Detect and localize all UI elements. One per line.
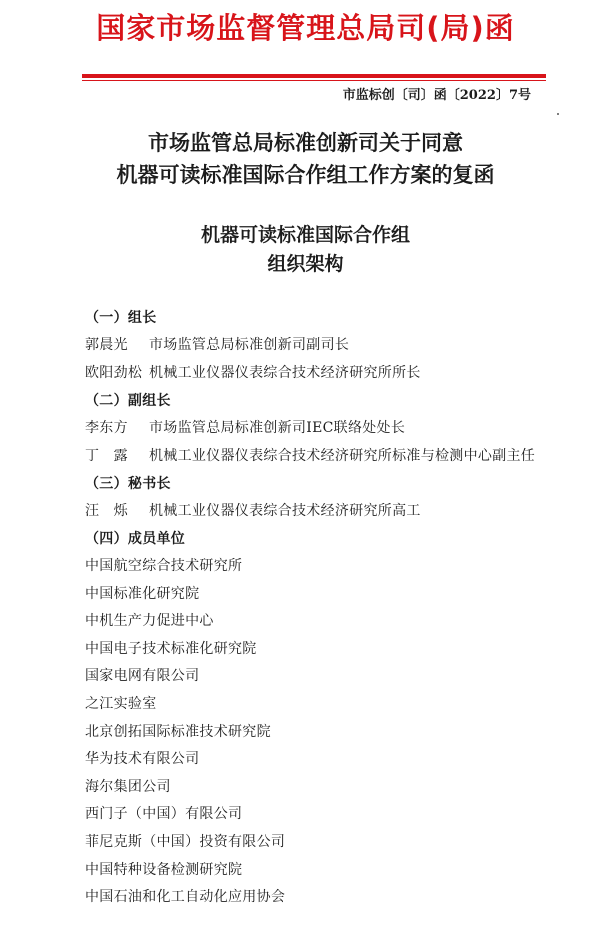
member-unit: 国家电网有限公司 (85, 668, 200, 685)
member-row (85, 446, 535, 466)
section-label: （三）秘书长 (85, 476, 171, 492)
document-title-line-2: 机器可读标准国际合作组工作方案的复函 (116, 163, 495, 187)
member-title: 市场监管总局标准创新司IEC联络处处长 (149, 420, 406, 436)
member-unit: 华为技术有限公司 (85, 751, 200, 768)
letterhead-rule-thin (82, 80, 546, 81)
section-label: （一）组长 (85, 310, 157, 326)
letterhead-rule-thick (82, 74, 546, 78)
document-number: 市监标创〔司〕函〔2022〕7号 (342, 88, 531, 103)
member-row (85, 501, 421, 521)
scan-speck (557, 113, 559, 115)
structure-heading-line-2: 组织架构 (267, 253, 344, 275)
member-unit: 中国石油和化工自动化应用协会 (85, 889, 286, 906)
member-row (85, 335, 349, 355)
member-unit: 中国标准化研究院 (85, 585, 200, 602)
member-name: 欧阳劲松 (85, 365, 143, 381)
member-unit: 中国特种设备检测研究院 (85, 861, 243, 878)
member-unit: 西门子（中国）有限公司 (85, 806, 243, 823)
member-title: 市场监管总局标准创新司副司长 (149, 337, 350, 353)
member-name: 汪 烁 (85, 503, 128, 519)
member-name: 丁 露 (85, 448, 128, 464)
member-unit: 中国航空综合技术研究所 (85, 558, 243, 574)
member-unit: 海尔集团公司 (85, 778, 171, 795)
member-unit: 北京创拓国际标准技术研究院 (85, 723, 271, 740)
member-unit: 之江实验室 (85, 696, 157, 712)
document-title-line-1: 市场监管总局标准创新司关于同意 (148, 131, 463, 155)
member-unit: 菲尼克斯（中国）投资有限公司 (85, 834, 286, 850)
letterhead-org-title: 国家市场监督管理总局司(局)函 (96, 11, 515, 45)
member-title: 机械工业仪器仪表综合技术经济研究所标准与检测中心副主任 (149, 448, 536, 464)
section-label: （四）成员单位 (85, 531, 186, 547)
structure-heading-line-1: 机器可读标准国际合作组 (200, 224, 410, 246)
member-name: 郭晨光 (85, 337, 128, 353)
section-label: （二）副组长 (85, 393, 171, 409)
member-row (85, 363, 421, 383)
member-unit: 中机生产力促进中心 (85, 613, 214, 630)
member-title: 机械工业仪器仪表综合技术经济研究所高工 (149, 503, 421, 519)
member-row (85, 418, 405, 438)
member-unit: 中国电子技术标准化研究院 (85, 640, 257, 657)
member-title: 机械工业仪器仪表综合技术经济研究所所长 (149, 365, 421, 381)
member-name: 李东方 (85, 420, 128, 436)
